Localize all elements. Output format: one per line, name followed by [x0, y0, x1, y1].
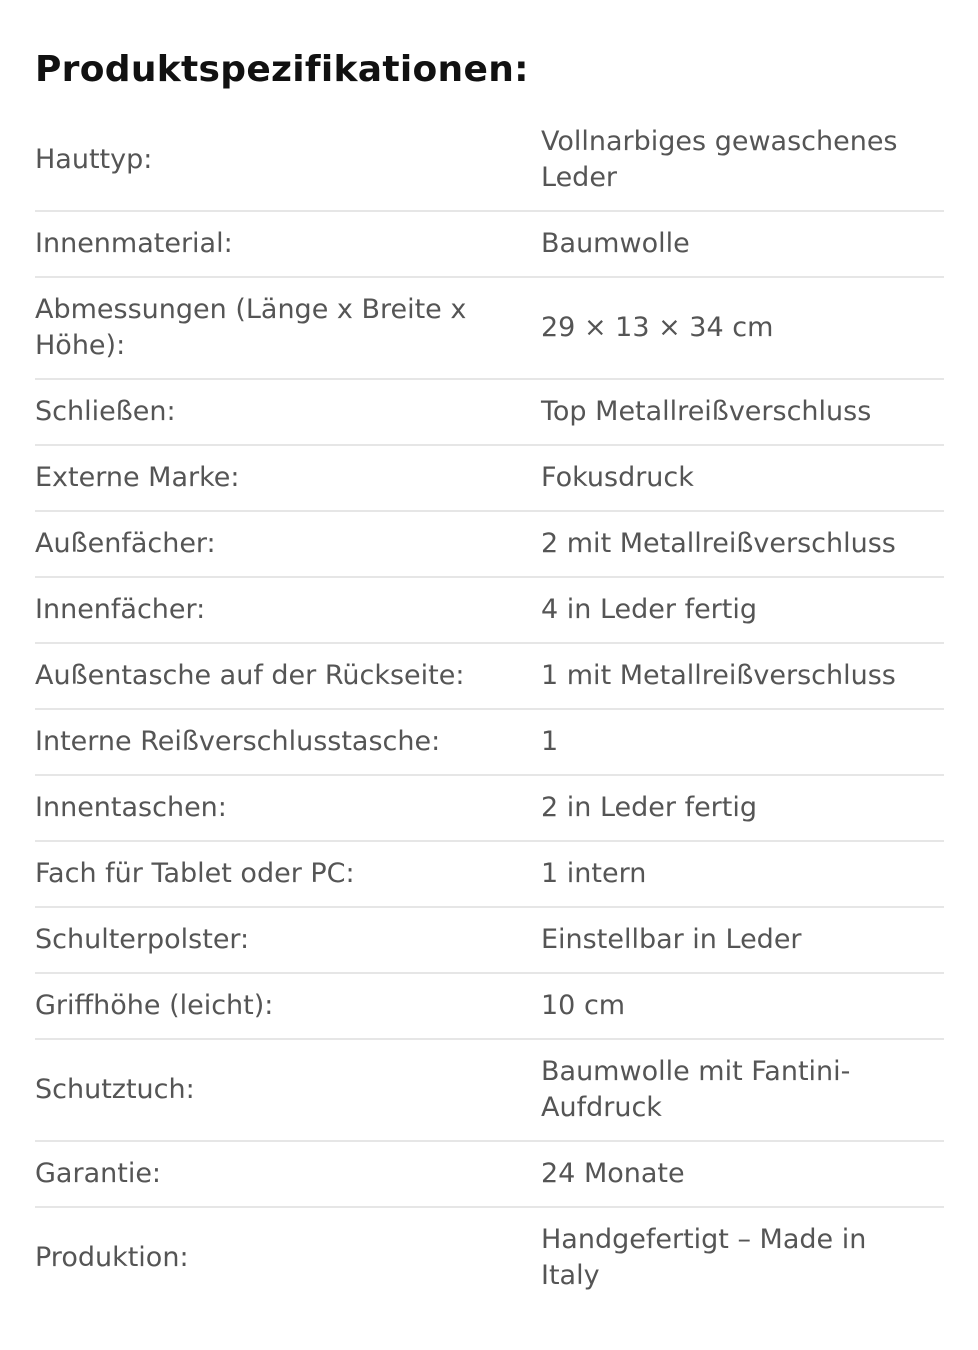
- spec-row: [35, 277, 944, 379]
- spec-label: Externe Marke:: [35, 445, 541, 511]
- spec-value: 1: [541, 709, 944, 775]
- spec-value: Baumwolle: [541, 211, 944, 277]
- spec-label: Interne Reißverschlusstasche:: [35, 709, 541, 775]
- spec-value: 4 in Leder fertig: [541, 577, 944, 643]
- spec-label: Abmessungen (Länge x Breite x Höhe):: [35, 277, 541, 379]
- spec-row: [35, 511, 944, 577]
- spec-table-body: [35, 110, 944, 1308]
- spec-row: [35, 211, 944, 277]
- spec-label: Fach für Tablet oder PC:: [35, 841, 541, 907]
- spec-value: 1 intern: [541, 841, 944, 907]
- spec-label: Außentasche auf der Rückseite:: [35, 643, 541, 709]
- spec-label: Schließen:: [35, 379, 541, 445]
- spec-row: [35, 1207, 944, 1308]
- spec-value: Einstellbar in Leder: [541, 907, 944, 973]
- spec-value: 2 mit Metallreißverschluss: [541, 511, 944, 577]
- spec-label: Schulterpolster:: [35, 907, 541, 973]
- spec-row: [35, 643, 944, 709]
- page-title: Produktspezifikationen:: [35, 49, 529, 90]
- spec-label: Innenfächer:: [35, 577, 541, 643]
- spec-row: [35, 1039, 944, 1141]
- spec-row: [35, 379, 944, 445]
- spec-row: [35, 709, 944, 775]
- spec-value: Vollnarbiges gewaschenes Leder: [541, 110, 944, 211]
- spec-row: [35, 841, 944, 907]
- spec-row: [35, 1141, 944, 1207]
- spec-row: [35, 907, 944, 973]
- spec-label: Hauttyp:: [35, 110, 541, 211]
- spec-row: [35, 973, 944, 1039]
- spec-table: [35, 110, 944, 1308]
- spec-label: Innenmaterial:: [35, 211, 541, 277]
- spec-row: [35, 775, 944, 841]
- spec-value: Top Metallreißverschluss: [541, 379, 944, 445]
- spec-label: Außenfächer:: [35, 511, 541, 577]
- spec-row: [35, 110, 944, 211]
- spec-value: Fokusdruck: [541, 445, 944, 511]
- spec-row: [35, 577, 944, 643]
- spec-value: 1 mit Metallreißverschluss: [541, 643, 944, 709]
- spec-label: Schutztuch:: [35, 1039, 541, 1141]
- spec-value: Handgefertigt – Made in Italy: [541, 1224, 867, 1291]
- spec-label: Innentaschen:: [35, 775, 541, 841]
- spec-label: Produktion:: [35, 1242, 189, 1273]
- spec-label: Garantie:: [35, 1141, 541, 1207]
- spec-value: 24 Monate: [541, 1141, 944, 1207]
- spec-label: Griffhöhe (leicht):: [35, 973, 541, 1039]
- spec-row: [35, 445, 944, 511]
- spec-value: 29 × 13 × 34 cm: [541, 277, 944, 379]
- spec-value: 2 in Leder fertig: [541, 775, 944, 841]
- spec-value: Baumwolle mit Fantini-Aufdruck: [541, 1039, 944, 1141]
- spec-value: 10 cm: [541, 973, 944, 1039]
